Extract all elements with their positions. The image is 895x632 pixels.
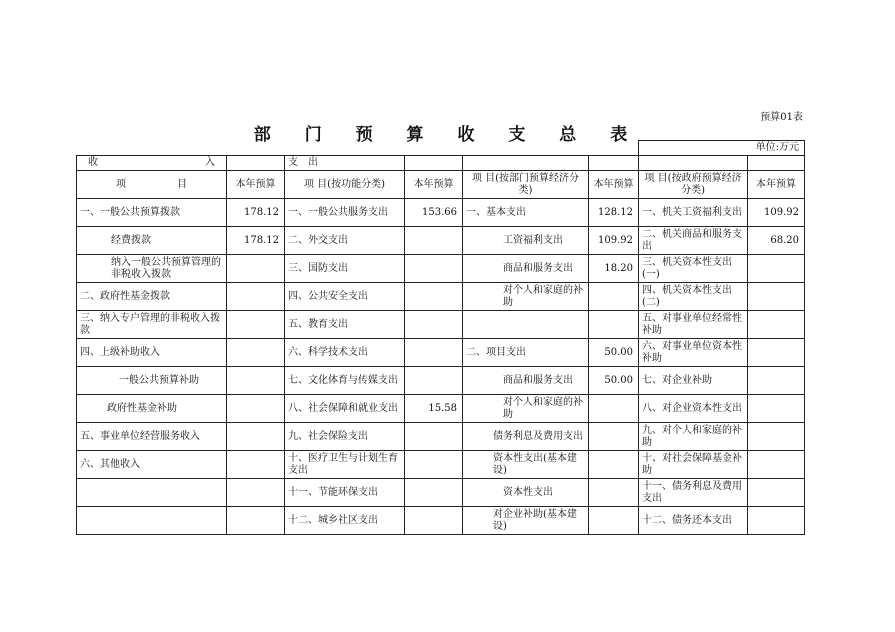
table-cell: 一、基本支出 [463,199,589,227]
func-item-header: 项 目(按功能分类) [285,171,405,199]
table-cell [748,507,805,535]
table-cell [405,339,463,367]
table-cell: 工资福利支出 [463,227,589,255]
table-cell [77,479,227,507]
table-row [77,283,805,311]
table-cell [748,283,805,311]
table-cell: 五、教育支出 [285,311,405,339]
table-cell: 六、科学技术支出 [285,339,405,367]
table-row [77,479,805,507]
header-row-2 [77,171,805,199]
table-cell: 18.20 [589,255,639,283]
table-row [77,367,805,395]
table-cell: 50.00 [589,367,639,395]
table-cell: 三、机关资本性支出(一) [639,255,748,283]
table-cell: 四、机关资本性支出(二) [639,283,748,311]
table-cell [227,283,285,311]
table-cell [589,423,639,451]
table-cell [227,479,285,507]
table-cell [227,311,285,339]
table-cell [748,451,805,479]
table-cell [589,451,639,479]
table-row [77,255,805,283]
table-row [77,311,805,339]
table-cell [748,367,805,395]
table-cell: 五、对事业单位经常性补助 [639,311,748,339]
table-cell [227,367,285,395]
budget-header-2: 本年预算 [405,171,463,199]
table-row [77,451,805,479]
budget-header-1: 本年预算 [227,171,285,199]
table-row [77,423,805,451]
table-cell: 68.20 [748,227,805,255]
table-cell: 七、对企业补助 [639,367,748,395]
table-cell: 一、一般公共服务支出 [285,199,405,227]
table-cell: 八、对企业资本性支出 [639,395,748,423]
table-cell: 债务利息及费用支出 [463,423,589,451]
table-cell: 十二、城乡社区支出 [285,507,405,535]
table-cell: 二、机关商品和服务支出 [639,227,748,255]
table-cell [589,479,639,507]
table-cell: 对企业补助(基本建设) [463,507,589,535]
table-cell: 政府性基金补助 [77,395,227,423]
table-cell: 十一、节能环保支出 [285,479,405,507]
table-cell [748,479,805,507]
table-row [77,507,805,535]
table-cell: 一般公共预算补助 [77,367,227,395]
table-cell: 对个人和家庭的补助 [463,283,589,311]
item-header: 项 目 [77,171,227,199]
table-cell: 一、机关工资福利支出 [639,199,748,227]
table-cell [748,423,805,451]
table-cell [589,311,639,339]
table-row [77,199,805,227]
budget-summary-table [76,140,805,535]
table-cell: 十、医疗卫生与计划生育支出 [285,451,405,479]
table-cell: 商品和服务支出 [463,367,589,395]
table-cell [748,311,805,339]
table-cell: 三、纳入专户管理的非税收入拨款 [77,311,227,339]
table-cell [748,255,805,283]
dept-item-header: 项 目(按部门预算经济分类) [463,171,589,199]
table-cell: 四、公共安全支出 [285,283,405,311]
table-cell: 二、政府性基金拨款 [77,283,227,311]
table-cell: 六、对事业单位资本性补助 [639,339,748,367]
table-cell: 九、社会保险支出 [285,423,405,451]
table-cell [405,479,463,507]
budget-header-3: 本年预算 [589,171,639,199]
expense-header: 支 出 [285,156,405,171]
table-cell: 纳入一般公共预算管理的非税收入拨款 [77,255,227,283]
table-row [77,395,805,423]
table-cell [748,339,805,367]
table-cell: 一、一般公共预算拨款 [77,199,227,227]
table-cell [227,395,285,423]
table-cell [227,507,285,535]
table-cell: 50.00 [589,339,639,367]
table-cell: 九、对个人和家庭的补助 [639,423,748,451]
table-cell: 六、其他收入 [77,451,227,479]
income-header: 收 入 [77,156,227,171]
table-cell [405,311,463,339]
table-cell [589,507,639,535]
table-cell: 八、社会保障和就业支出 [285,395,405,423]
table-cell [405,507,463,535]
table-cell [227,451,285,479]
table-cell [405,423,463,451]
table-cell: 153.66 [405,199,463,227]
table-cell: 七、文化体育与传媒支出 [285,367,405,395]
header-row-1 [77,156,805,171]
table-cell: 109.92 [589,227,639,255]
table-cell: 128.12 [589,199,639,227]
table-cell [77,507,227,535]
table-cell: 二、项目支出 [463,339,589,367]
table-cell: 109.92 [748,199,805,227]
table-cell: 十二、债务还本支出 [639,507,748,535]
table-cell: 经费拨款 [77,227,227,255]
table-cell: 178.12 [227,227,285,255]
table-cell [405,227,463,255]
table-cell [227,255,285,283]
table-cell [589,395,639,423]
table-cell [405,283,463,311]
table-body [77,199,805,535]
table-cell [405,255,463,283]
table-cell: 四、上级补助收入 [77,339,227,367]
table-cell [748,395,805,423]
budget-header-4: 本年预算 [748,171,805,199]
unit-row [77,141,805,156]
table-cell [463,311,589,339]
gov-item-header: 项 目(按政府预算经济分类) [639,171,748,199]
table-cell: 商品和服务支出 [463,255,589,283]
table-cell: 十、对社会保障基金补助 [639,451,748,479]
unit-label: 单位:万元 [639,141,805,156]
table-row [77,227,805,255]
table-cell: 对个人和家庭的补助 [463,395,589,423]
table-row [77,339,805,367]
page-title: 部 门 预 算 收 支 总 表 [253,125,642,145]
table-cell: 15.58 [405,395,463,423]
table-cell: 资本性支出 [463,479,589,507]
table-cell: 十一、债务利息及费用支出 [639,479,748,507]
table-cell [405,367,463,395]
table-cell: 178.12 [227,199,285,227]
table-cell: 二、外交支出 [285,227,405,255]
table-cell: 三、国防支出 [285,255,405,283]
table-cell: 五、事业单位经营服务收入 [77,423,227,451]
table-cell [589,283,639,311]
table-cell: 资本性支出(基本建设) [463,451,589,479]
form-number: 预算01表 [760,112,803,123]
table-cell [405,451,463,479]
table-cell [227,339,285,367]
table-cell [227,423,285,451]
